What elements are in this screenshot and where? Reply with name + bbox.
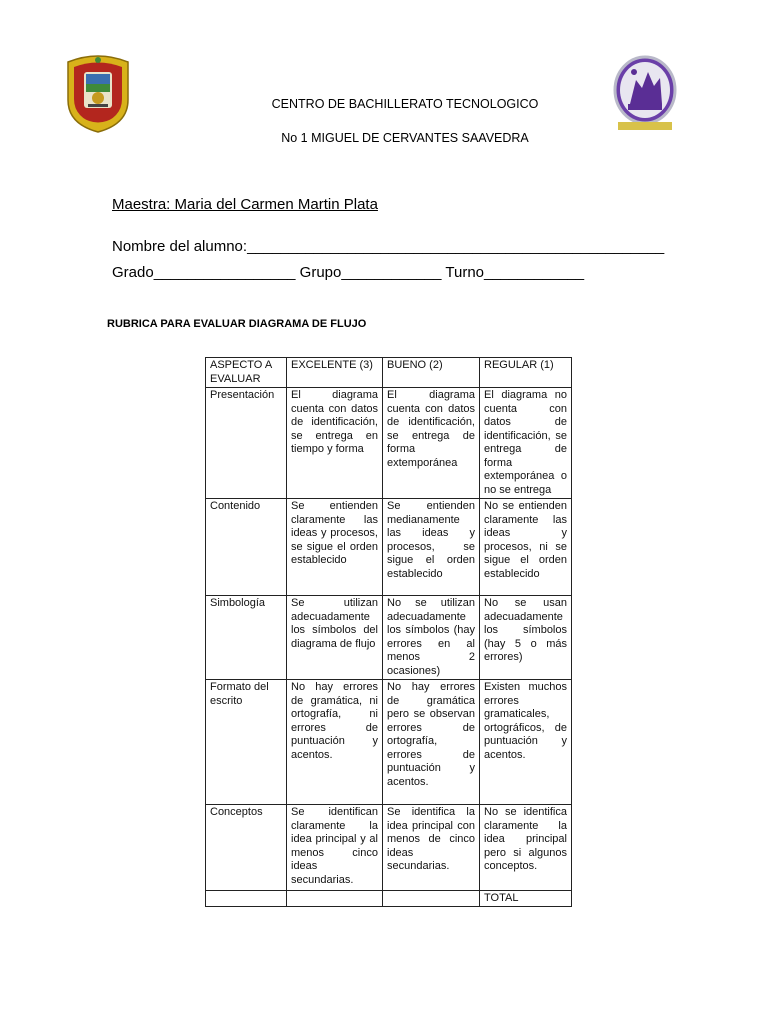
total-row — [206, 891, 572, 907]
bueno-cell: No hay errores de gramática pero se observan errores de ortografía, errores de puntuación y acentos. — [383, 680, 480, 805]
table-row — [206, 805, 572, 891]
school-name-line2: No 1 MIGUEL DE CERVANTES SAAVEDRA — [281, 131, 529, 145]
excelente-cell: Se identifican claramente la idea principal y al menos cinco ideas secundarias. — [287, 805, 383, 891]
header-excelente: EXCELENTE (3) — [287, 358, 383, 388]
regular-cell: No se identifica claramente la idea principal pero si algunos conceptos. — [480, 805, 572, 891]
bueno-cell: No se utilizan adecuadamente los símbolos (hay errores en al menos 2 ocasiones) — [383, 596, 480, 680]
empty-cell — [206, 891, 287, 907]
grade-group-shift-field: Grado_________________ Grupo____________ Turno____________ — [112, 264, 585, 281]
aspect-cell: Simbología — [206, 596, 287, 680]
school-name-line1: CENTRO DE BACHILLERATO TECNOLOGICO — [271, 97, 539, 111]
header-regular: REGULAR (1) — [480, 358, 572, 388]
empty-cell — [383, 891, 480, 907]
table-row — [206, 596, 572, 680]
header-bueno: BUENO (2) — [383, 358, 480, 388]
table-row — [206, 388, 572, 499]
rubric-title: RUBRICA PARA EVALUAR DIAGRAMA DE FLUJO — [107, 318, 367, 330]
table-row — [206, 499, 572, 596]
student-name-field: Nombre del alumno:__________________________________________________ — [112, 238, 665, 255]
total-label: TOTAL — [480, 891, 572, 907]
empty-cell — [287, 891, 383, 907]
aspect-cell: Presentación — [206, 388, 287, 499]
excelente-cell: Se utilizan adecuadamente los símbolos del diagrama de flujo — [287, 596, 383, 680]
excelente-cell: El diagrama cuenta con datos de identificación, se entrega en tiempo y forma — [287, 388, 383, 499]
aspect-cell: Contenido — [206, 499, 287, 596]
coat-of-arms-logo — [62, 52, 134, 134]
aspect-cell: Conceptos — [206, 805, 287, 891]
table-row — [206, 680, 572, 805]
regular-cell: No se entienden claramente las ideas y procesos, ni se sigue el orden establecido — [480, 499, 572, 596]
bueno-cell: Se identifica la idea principal con menos de cinco ideas secundarias. — [383, 805, 480, 891]
regular-cell: El diagrama no cuenta con datos de identificación, se entrega de forma extemporánea o no se entrega — [480, 388, 572, 499]
header-aspecto: ASPECTO A EVALUAR — [206, 358, 287, 388]
bueno-cell: Se entienden medianamente las ideas y procesos, se sigue el orden establecido — [383, 499, 480, 596]
regular-cell: No se usan adecuadamente los símbolos (hay 5 o más errores) — [480, 596, 572, 680]
rubric-table — [205, 357, 572, 907]
bueno-cell: El diagrama cuenta con datos de identificación, se entrega de forma extemporánea — [383, 388, 480, 499]
school-emblem-logo — [612, 52, 678, 134]
excelente-cell: No hay errores de gramática, ni ortografía, ni errores de puntuación y acentos. — [287, 680, 383, 805]
aspect-cell: Formato del escrito — [206, 680, 287, 805]
table-header-row — [206, 358, 572, 388]
excelente-cell: Se entienden claramente las ideas y procesos, se sigue el orden establecido — [287, 499, 383, 596]
regular-cell: Existen muchos errores gramaticales, ortográficos, de puntuación y acentos. — [480, 680, 572, 805]
teacher-field: Maestra: Maria del Carmen Martin Plata — [112, 196, 378, 213]
